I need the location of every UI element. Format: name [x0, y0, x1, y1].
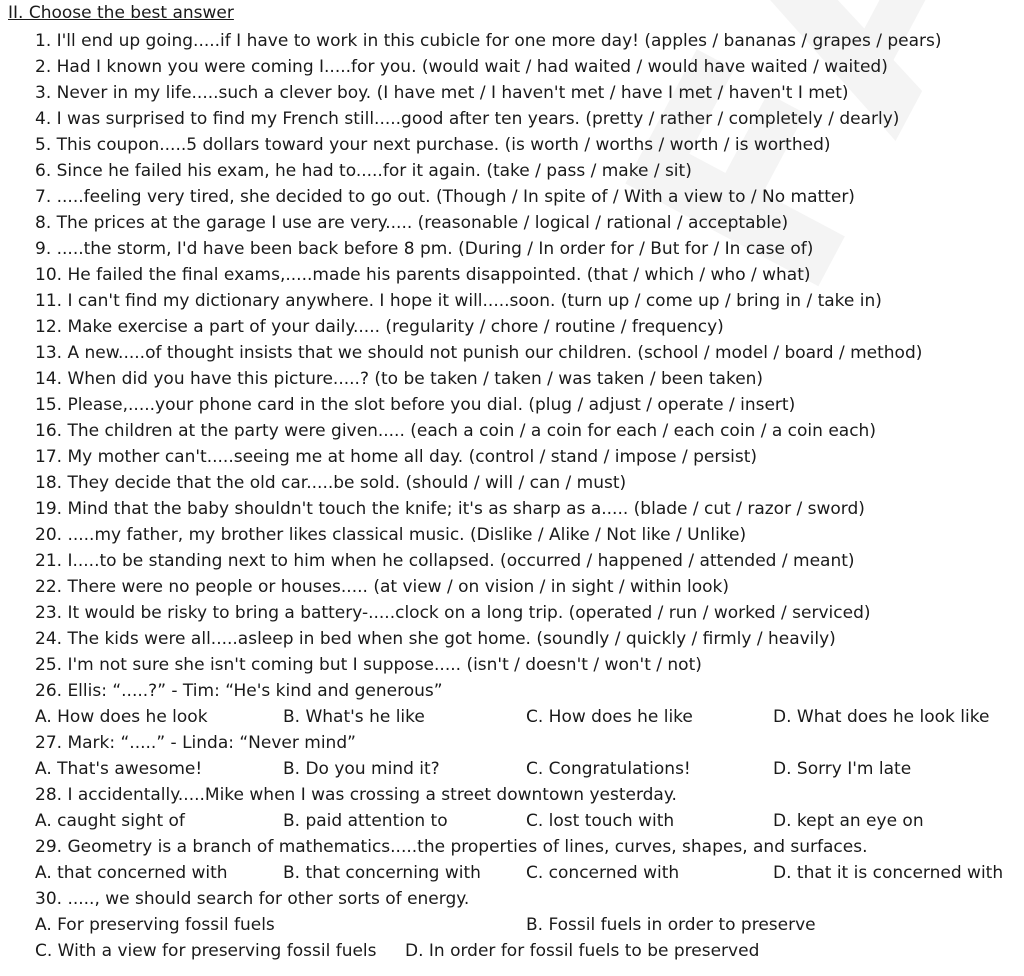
question-28: 28. I accidentally.....Mike when I was crossing a street downtown yesterday. — [35, 785, 677, 805]
q28-option-d: D. kept an eye on — [773, 811, 924, 831]
q29-option-a: A. that concerned with — [35, 863, 228, 883]
question-13: 13. A new.....of thought insists that we should not punish our children. (school / model / board / method) — [35, 343, 923, 363]
question-29: 29. Geometry is a branch of mathematics.....the properties of lines, curves, shapes, and surfaces. — [35, 837, 868, 857]
question-8: 8. The prices at the garage I use are very..... (reasonable / logical / rational / acceptable) — [35, 213, 789, 233]
question-27: 27. Mark: “.....” - Linda: “Never mind” — [35, 733, 356, 753]
question-14: 14. When did you have this picture.....? (to be taken / taken / was taken / been taken) — [35, 369, 764, 389]
q26-option-c: C. How does he like — [526, 707, 693, 727]
q27-option-c: C. Congratulations! — [526, 759, 691, 779]
q27-option-b: B. Do you mind it? — [283, 759, 440, 779]
q30-option-c: C. With a view for preserving fossil fuels — [35, 941, 377, 961]
question-5: 5. This coupon.....5 dollars toward your next purchase. (is worth / worths / worth / is worthed) — [35, 135, 831, 155]
question-4: 4. I was surprised to find my French still.....good after ten years. (pretty / rather / completely / dearly) — [35, 109, 900, 129]
question-19: 19. Mind that the baby shouldn't touch the knife; it's as sharp as a..... (blade / cut / razor / sword) — [35, 499, 865, 519]
question-10: 10. He failed the final exams,.....made his parents disappointed. (that / which / who / what) — [35, 265, 811, 285]
question-22: 22. There were no people or houses..... (at view / on vision / in sight / within look) — [35, 577, 729, 597]
question-7: 7. .....feeling very tired, she decided to go out. (Though / In spite of / With a view to / No matter) — [35, 187, 855, 207]
question-6: 6. Since he failed his exam, he had to.....for it again. (take / pass / make / sit) — [35, 161, 692, 181]
question-24: 24. The kids were all.....asleep in bed when she got home. (soundly / quickly / firmly / heavily) — [35, 629, 836, 649]
q28-option-b: B. paid attention to — [283, 811, 448, 831]
q27-option-a: A. That's awesome! — [35, 759, 203, 779]
question-20: 20. .....my father, my brother likes classical music. (Dislike / Alike / Not like / Unlike) — [35, 525, 747, 545]
question-1: 1. I'll end up going.....if I have to work in this cubicle for one more day! (apples / bananas / grapes / pears) — [35, 31, 942, 51]
q28-option-c: C. lost touch with — [526, 811, 675, 831]
q29-option-b: B. that concerning with — [283, 863, 481, 883]
q26-option-b: B. What's he like — [283, 707, 425, 727]
question-3: 3. Never in my life.....such a clever boy. (I have met / I haven't met / have I met / haven't I met) — [35, 83, 849, 103]
q29-option-c: C. concerned with — [526, 863, 680, 883]
q26-option-d: D. What does he look like — [773, 707, 990, 727]
question-9: 9. .....the storm, I'd have been back before 8 pm. (During / In order for / But for / In case of) — [35, 239, 814, 259]
q27-option-d: D. Sorry I'm late — [773, 759, 912, 779]
q26-option-a: A. How does he look — [35, 707, 208, 727]
question-12: 12. Make exercise a part of your daily..... (regularity / chore / routine / frequency) — [35, 317, 724, 337]
question-21: 21. I.....to be standing next to him when he collapsed. (occurred / happened / attended / meant) — [35, 551, 855, 571]
q29-option-d: D. that it is concerned with — [773, 863, 1004, 883]
q30-option-d: D. In order for fossil fuels to be preserved — [405, 941, 760, 961]
question-15: 15. Please,.....your phone card in the slot before you dial. (plug / adjust / operate / insert) — [35, 395, 796, 415]
q28-option-a: A. caught sight of — [35, 811, 185, 831]
question-11: 11. I can't find my dictionary anywhere. I hope it will.....soon. (turn up / come up / bring in / take in) — [35, 291, 882, 311]
question-17: 17. My mother can't.....seeing me at home all day. (control / stand / impose / persist) — [35, 447, 758, 467]
section-title: II. Choose the best answer — [8, 3, 234, 23]
question-30: 30. ....., we should search for other sorts of energy. — [35, 889, 470, 909]
question-23: 23. It would be risky to bring a battery-.....clock on a long trip. (operated / run / worked / serviced) — [35, 603, 871, 623]
question-26: 26. Ellis: “.....?” - Tim: “He's kind and generous” — [35, 681, 443, 701]
q30-option-a: A. For preserving fossil fuels — [35, 915, 275, 935]
question-25: 25. I'm not sure she isn't coming but I suppose..... (isn't / doesn't / won't / not) — [35, 655, 702, 675]
q30-option-b: B. Fossil fuels in order to preserve — [526, 915, 816, 935]
question-16: 16. The children at the party were given..... (each a coin / a coin for each / each coin / a coin each) — [35, 421, 876, 441]
question-2: 2. Had I known you were coming I.....for you. (would wait / had waited / would have waited / waited) — [35, 57, 888, 77]
question-18: 18. They decide that the old car.....be sold. (should / will / can / must) — [35, 473, 627, 493]
